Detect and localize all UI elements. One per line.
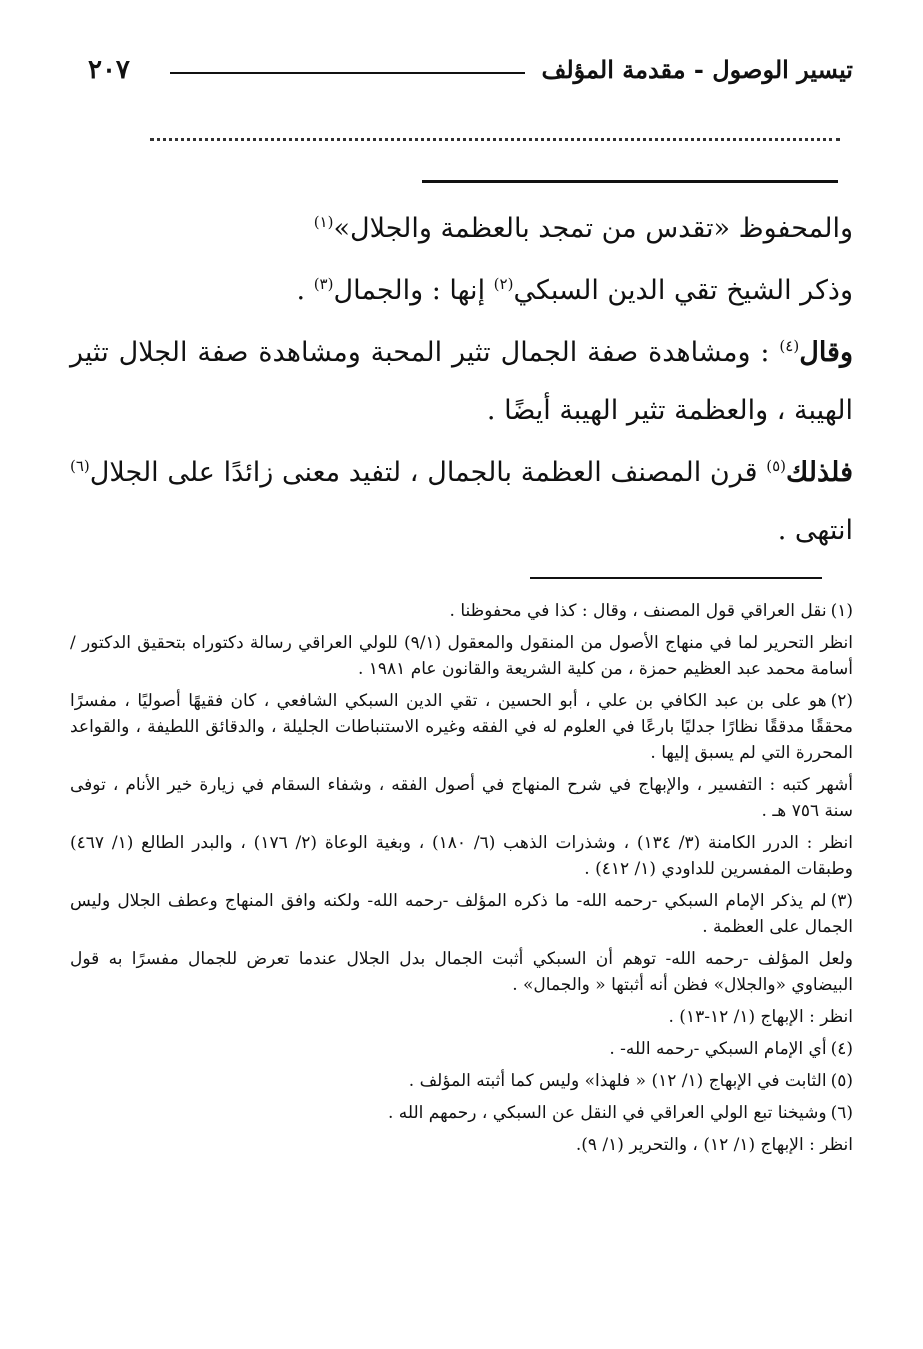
footnote [70, 1100, 853, 1126]
lead-word: وقال [799, 337, 853, 368]
paragraph-text: : ومشاهدة صفة الجمال تثير المحبة ومشاهدة صفة الجلال تثير الهيبة ، والعظمة تثير الهيبة أيضًا . [70, 337, 853, 426]
footnote-ref: (٣) [313, 275, 334, 293]
footnote [70, 772, 853, 824]
footnote [70, 1004, 853, 1030]
main-text [70, 200, 853, 560]
footnote-text: انظر : الإبهاج (١/ ١٢-١٣) . [668, 1007, 853, 1027]
footnote-text: لم يذكر الإمام السبكي -رحمه الله- ما ذكره المؤلف -رحمه الله- ولكنه وافق المنهاج وعطف الجلال وليس الجمال على العظمة . [70, 891, 853, 937]
paragraph-text: وذكر الشيخ تقي الدين السبكي [513, 275, 853, 306]
footnote-text: انظر : الدرر الكامنة (٣/ ١٣٤) ، وشذرات الذهب (٦/ ١٨٠) ، وبغية الوعاة (٢/ ١٧٦) ، والبدر الطالع (١/ ٤٦٧) وطبقات المفسرين للداودي (١/ ٤١٢) . [70, 833, 853, 879]
footnote-text: انظر التحرير لما في منهاج الأصول من المنقول والمعقول (٩/١) للولي العراقي رسالة دكتوراه بتحقيق الدكتور / أسامة محمد عبد العظيم حمزة ، من كلية الشريعة والقانون عام ١٩٨١ . [70, 633, 853, 679]
footnote-ref: (٢) [493, 275, 514, 293]
footnote [70, 1068, 853, 1094]
footnote-text: ولعل المؤلف -رحمه الله- توهم أن السبكي أثبت الجمال بدل الجلال عندما تعرض للجمال مفسرًا به قول البيضاوي «والجلال» فظن أنه أثبتها « والجمال» . [70, 949, 853, 995]
paragraph-text: قرن المصنف العظمة بالجمال ، لتفيد معنى زائدًا على الجلال [89, 457, 767, 488]
paragraph-1 [70, 200, 853, 258]
footnote-ref: (٤) [779, 337, 800, 355]
footnote-number: (٣) [830, 891, 853, 911]
paragraph-text: والمحفوظ «تقدس من تمجد بالعظمة والجلال» [333, 213, 853, 244]
footnote [70, 688, 853, 766]
footnote [70, 888, 853, 940]
footnote [70, 598, 853, 624]
footnote-text: أشهر كتبه : التفسير ، والإبهاج في شرح المنهاج في أصول الفقه ، وشفاء السقام في زيارة خير الأنام ، توفى سنة ٧٥٦ هـ . [70, 775, 853, 821]
paragraph-text: انتهى . [777, 515, 853, 546]
footnote-number: (٥) [830, 1071, 853, 1091]
footnotes [70, 598, 853, 1164]
footnote-text: نقل العراقي قول المصنف ، وقال : كذا في محفوظنا . [449, 601, 827, 621]
paragraph-2 [70, 262, 853, 320]
footnote [70, 946, 853, 998]
footnote [70, 630, 853, 682]
running-title: تيسير الوصول - مقدمة المؤلف [541, 55, 853, 84]
paragraph-text: إنها : والجمال [333, 275, 494, 306]
page-number: ٢٠٧ [88, 55, 130, 85]
footnote-text: هو على بن عبد الكافي بن علي ، أبو الحسين ، تقي الدين السبكي الشافعي ، كان فقيهًا أصوليًا ، مفسرًا محققًا مدققًا نظارًا جدليًا بارعًا في العلوم له في الفقه وغيره الاستنباطات الجليلة ، والدقائق اللطيفة ، والقواعد المحررة التي لم يسبق إليها . [70, 691, 853, 763]
footnote-text: أي الإمام السبكي -رحمه الله- . [609, 1039, 827, 1059]
footnote-text: وشيخنا تبع الولي العراقي في النقل عن السبكي ، رحمهم الله . [387, 1103, 827, 1123]
footnote-ref: (١) [313, 213, 334, 231]
footnote-rule [530, 577, 822, 579]
footnote [70, 1132, 853, 1158]
paragraph-text: . [296, 275, 314, 306]
header-rule [170, 72, 525, 74]
footnote-number: (٢) [830, 691, 853, 711]
lead-word: فلذلك [786, 457, 853, 488]
footnote-text: انظر : الإبهاج (١/ ١٢) ، والتحرير (١/ ٩). [575, 1135, 853, 1155]
dotted-separator [150, 138, 840, 141]
footnote-ref: (٦) [70, 457, 90, 475]
paragraph-3 [70, 324, 853, 440]
footnote-number: (٦) [830, 1103, 853, 1123]
footnote-text: الثابت في الإبهاج (١/ ١٢) « فلهذا» وليس كما أثبته المؤلف . [408, 1071, 827, 1091]
paragraph-4 [70, 444, 853, 560]
footnote [70, 830, 853, 882]
footnote-number: (١) [830, 601, 853, 621]
footnote [70, 1036, 853, 1062]
top-rule [422, 180, 838, 183]
footnote-number: (٤) [830, 1039, 853, 1059]
footnote-ref: (٥) [766, 457, 786, 475]
